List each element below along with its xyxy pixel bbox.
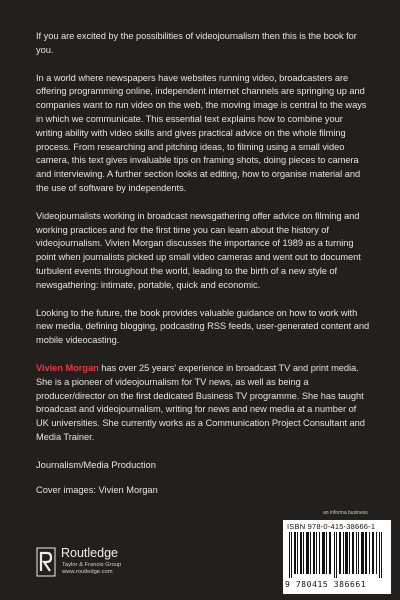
publisher-website: www.routledge.com — [62, 569, 113, 575]
cover-credit: Cover images: Vivien Morgan — [36, 484, 158, 495]
routledge-r-icon — [36, 547, 56, 577]
author-name: Vivien Morgan — [36, 362, 99, 373]
intro-paragraph: If you are excited by the possibilities of videojournalism then this is the book for you. — [36, 31, 357, 55]
isbn-number: ISBN 978-0-415-38666-1 — [287, 522, 376, 531]
informa-tagline: an informa business — [323, 510, 368, 516]
author-bio — [36, 362, 370, 445]
publisher-group: Taylor & Francis Group — [62, 562, 122, 568]
description-paragraph-1: In a world where newspapers have websites running video, broadcasters are offering programming online, independent internet channels are springing up and companies want to run video on the web, the moving image is central to the ways in which we communicate. This essential text explains how to combine your writing ability with video skills and gives practical advice on the whole filming process. From researching and pitching ideas, to filming using a small video camera, this text gives invaluable tips on framing shots, doing pieces to camera and interviewing. A further section looks at editing, how to organise material and the use of software by independents. — [36, 72, 367, 193]
back-cover-text — [36, 30, 370, 508]
author-bio-text: has over 25 years' experience in broadcast TV and print media. She is a pioneer of videojournalism for TV news, as well as being a producer/director on the first dedicated Business TV programme. She has taught broadcast and videojournalism, writing for news and new media at a number of UK universities. She currently works as a Communication Project Consultant and Media Trainer. — [36, 362, 365, 442]
description-paragraph-3: Looking to the future, the book provides valuable guidance on how to work with new media, defining blogging, podcasting RSS feeds, user-generated content and mobile videocasting. — [36, 307, 370, 346]
description-paragraph-2: Videojournalists working in broadcast newsgathering offer advice on filming and working practices and for the first time you can learn about the history of videojournalism. Vivien Morgan discusses the importance of 1989 as a turning point when journalists picked up small video cameras and went out to document turbulent events throughout the world, leading to the birth of a new style of newsgathering: intimate, portable, quick and economic. — [36, 210, 361, 290]
isbn-barcode-box — [283, 520, 391, 594]
publisher-name: Routledge — [61, 546, 118, 560]
barcode-digits: 9 780415 386661 — [285, 580, 367, 589]
barcode-icon — [287, 532, 387, 578]
category-label: Journalism/Media Production — [36, 459, 156, 470]
